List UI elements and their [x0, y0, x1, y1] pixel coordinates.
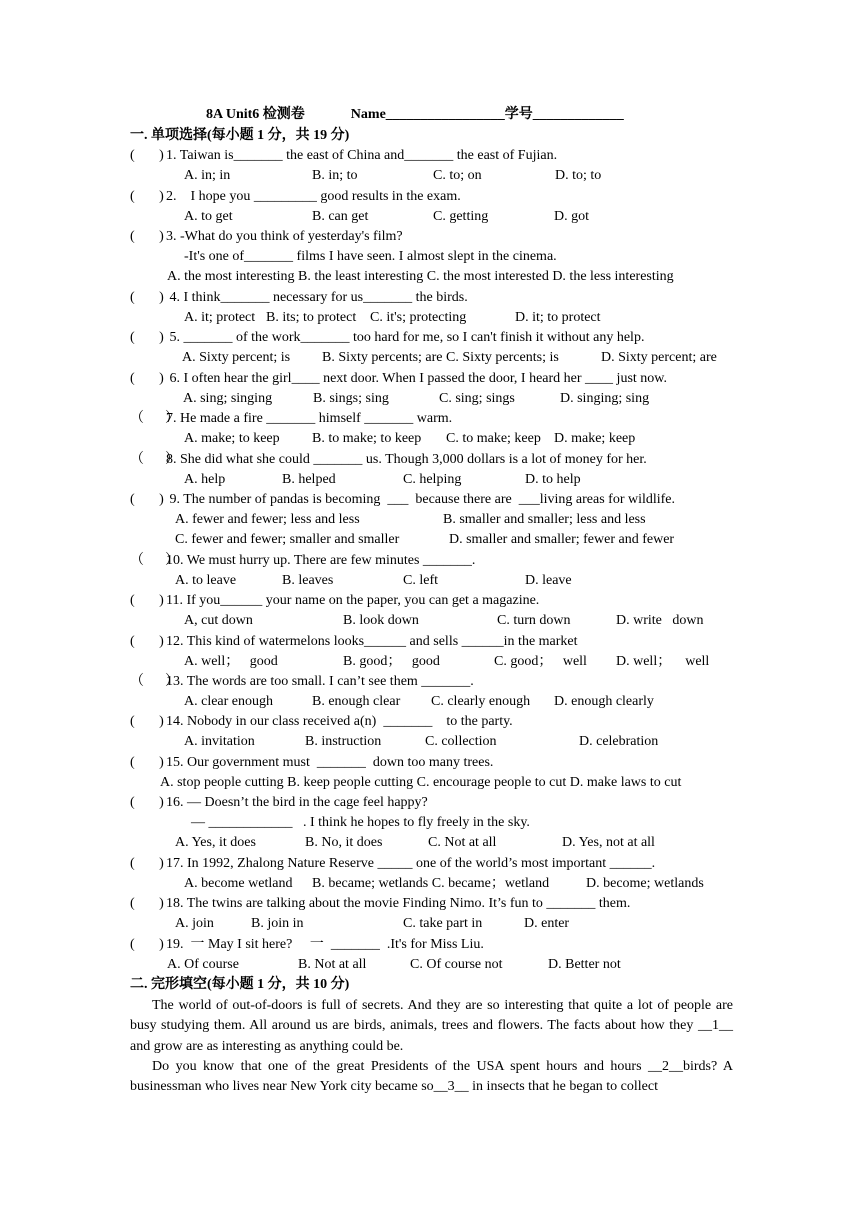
answer-option: A. become wetland	[184, 876, 293, 891]
passage-paragraph: The world of out-of-doors is full of secrets. And they are so interesting that quite a lot of people are busy studying them. All around us are birds, animals, trees and flowers. The facts about how they __1__ and grow are as interesting as anything could be.	[130, 998, 733, 1054]
answer-paren: ( )	[130, 189, 164, 204]
answer-option: B. became; wetlands C. became；wetland	[312, 876, 550, 891]
answer-option: B. leaves	[282, 573, 334, 588]
answer-option: A. join	[175, 916, 214, 931]
question-stem: 5. _______ of the work_______ too hard for me, so I can't finish it without any help.	[166, 330, 645, 345]
answer-paren: ( )	[130, 229, 164, 244]
answer-option: C. clearly enough	[431, 694, 531, 709]
question-stem: 16. — Doesn’t the bird in the cage feel happy?	[166, 795, 428, 810]
name-field-label: Name_________________	[350, 107, 505, 122]
answer-option: D. to; to	[555, 168, 602, 183]
question-stem: 18. The twins are talking about the movie Finding Nimo. It’s fun to _______ them.	[166, 896, 631, 911]
answer-option: D. write down	[616, 613, 704, 628]
question-stem: 8. She did what she could _______ us. Though 3,000 dollars is a lot of money for her.	[166, 452, 647, 467]
answer-option: D. Better not	[548, 957, 621, 972]
answer-option: C. collection	[425, 734, 497, 749]
answer-paren: ( )	[130, 492, 164, 507]
answer-option: B. look down	[343, 613, 419, 628]
answer-paren: ( )	[130, 634, 164, 649]
answer-paren: （ ）	[130, 411, 179, 426]
answer-option: A. fewer and fewer; less and less	[175, 512, 360, 527]
answer-option: D. Sixty percent; are	[601, 350, 717, 365]
answer-option: C. left	[403, 573, 438, 588]
answer-paren: ( )	[130, 755, 164, 770]
title-text: 8A Unit6 检测卷	[206, 107, 305, 122]
question-stem: 17. In 1992, Zhalong Nature Reserve _____ one of the world’s most important ______.	[166, 856, 656, 871]
answer-paren: ( )	[130, 795, 164, 810]
question-stem: 1. Taiwan is_______ the east of China and_______ the east of Fujian.	[166, 148, 558, 163]
question-stem: 2. I hope you _________ good results in the exam.	[166, 189, 461, 204]
answer-option: B. in; to	[312, 168, 358, 183]
answer-option: A. well； good	[184, 654, 278, 669]
answer-paren: ( )	[130, 937, 164, 952]
answer-option: C. getting	[433, 209, 489, 224]
answer-paren: （ ）	[130, 553, 179, 568]
answer-option: B. sings; sing	[313, 391, 389, 406]
answer-option: B. join in	[251, 916, 304, 931]
question-stem: 3. -What do you think of yesterday's film?	[166, 229, 403, 244]
answer-option: A. the most interesting B. the least interesting C. the most interested D. the less interesting	[167, 269, 674, 284]
question-stem: 6. I often hear the girl____ next door. When I passed the door, I heard her ____ just now.	[166, 371, 667, 386]
section-heading: 二. 完形填空(每小题 1 分，共 10 分)	[130, 977, 350, 992]
answer-option: A. it; protect	[184, 310, 256, 325]
answer-option: C. turn down	[497, 613, 571, 628]
passage-paragraph: Do you know that one of the great Presidents of the USA spent hours and hours __2__birds? A businessman who lives near New York city became so__3__ in insects that he began to collect	[130, 1058, 733, 1095]
answer-option: A. help	[184, 472, 226, 487]
answer-option: A. Yes, it does	[175, 835, 256, 850]
answer-option: C. helping	[403, 472, 462, 487]
answer-option: C. to make; keep	[446, 431, 541, 446]
question-stem: 7. He made a fire _______ himself _______ warm.	[166, 411, 453, 426]
answer-option: A. in; in	[184, 168, 231, 183]
answer-option: D. make; keep	[554, 431, 636, 446]
question-stem: 19. 一 May I sit here? 一 _______ .It's for Miss Liu.	[166, 937, 484, 952]
question-stem: 9. The number of pandas is becoming ___ because there are ___living areas for wildlife.	[166, 492, 676, 507]
answer-option: A. clear enough	[184, 694, 274, 709]
student-id-label: 学号_____________	[504, 107, 624, 122]
answer-option: A. make; to keep	[184, 431, 280, 446]
answer-option: B. Not at all	[298, 957, 367, 972]
cloze-passage	[130, 996, 733, 1097]
answer-option: A. Of course	[167, 957, 239, 972]
answer-option: A. Sixty percent; is	[182, 350, 291, 365]
answer-option: C. to; on	[433, 168, 482, 183]
answer-option: B. enough clear	[312, 694, 401, 709]
answer-paren: ( )	[130, 290, 164, 305]
answer-paren: ( )	[130, 330, 164, 345]
answer-option: D. it; to protect	[515, 310, 601, 325]
answer-option: D. well； well	[616, 654, 710, 669]
answer-paren: ( )	[130, 856, 164, 871]
answer-option: B. good； good	[343, 654, 440, 669]
answer-option: A. to leave	[175, 573, 237, 588]
answer-option: C. Of course not	[410, 957, 503, 972]
answer-option: D. become; wetlands	[586, 876, 704, 891]
answer-paren: ( )	[130, 896, 164, 911]
answer-option: D. to help	[525, 472, 581, 487]
section-heading: 一. 单项选择(每小题 1 分，共 19 分)	[130, 128, 350, 143]
answer-option: B. its; to protect	[266, 310, 357, 325]
answer-paren: ( )	[130, 593, 164, 608]
answer-option: D. smaller and smaller; fewer and fewer	[449, 532, 675, 547]
answer-option: B. to make; to keep	[312, 431, 422, 446]
question-stem: 13. The words are too small. I can’t see them _______.	[166, 674, 474, 689]
question-stem: 14. Nobody in our class received a(n) _______ to the party.	[166, 714, 513, 729]
answer-paren: ( )	[130, 148, 164, 163]
answer-option: A, cut down	[184, 613, 253, 628]
answer-option: A. sing; singing	[183, 391, 273, 406]
answer-option: B. Sixty percents; are C. Sixty percents; is	[322, 350, 559, 365]
question-stem: 10. We must hurry up. There are few minutes _______.	[166, 553, 476, 568]
answer-paren: ( )	[130, 371, 164, 386]
answer-option: D. singing; sing	[560, 391, 650, 406]
answer-option: C. sing; sings	[439, 391, 515, 406]
question-stem: 4. I think_______ necessary for us_______ the birds.	[166, 290, 468, 305]
answer-option: A. stop people cutting B. keep people cutting C. encourage people to cut D. make laws to cut	[160, 775, 682, 790]
question-stem-line: — ____________ . I think he hopes to fly freely in the sky.	[184, 815, 530, 830]
answer-option: A. invitation	[184, 734, 255, 749]
answer-option: D. celebration	[579, 734, 659, 749]
answer-option: C. it's; protecting	[370, 310, 467, 325]
question-stem: 12. This kind of watermelons looks______ and sells ______in the market	[166, 634, 578, 649]
answer-option: C. fewer and fewer; smaller and smaller	[175, 532, 400, 547]
answer-option: D. got	[554, 209, 589, 224]
answer-paren: （ ）	[130, 452, 179, 467]
answer-option: D. enter	[524, 916, 570, 931]
question-stem-line: -It's one of_______ films I have seen. I almost slept in the cinema.	[184, 249, 557, 264]
answer-option: D. leave	[525, 573, 572, 588]
answer-option: B. helped	[282, 472, 336, 487]
answer-option: C. good； well	[494, 654, 587, 669]
answer-option: B. No, it does	[305, 835, 383, 850]
answer-option: C. take part in	[403, 916, 483, 931]
question-stem: 15. Our government must _______ down too many trees.	[166, 755, 494, 770]
answer-option: A. to get	[184, 209, 233, 224]
answer-option: B. instruction	[305, 734, 382, 749]
answer-option: B. smaller and smaller; less and less	[443, 512, 646, 527]
answer-option: B. can get	[312, 209, 369, 224]
question-stem: 11. If you______ your name on the paper, you can get a magazine.	[166, 593, 540, 608]
answer-option: C. Not at all	[428, 835, 497, 850]
answer-paren: （ ）	[130, 674, 179, 689]
answer-paren: ( )	[130, 714, 164, 729]
exam-title	[206, 106, 624, 124]
answer-option: D. enough clearly	[554, 694, 654, 709]
answer-option: D. Yes, not at all	[562, 835, 655, 850]
